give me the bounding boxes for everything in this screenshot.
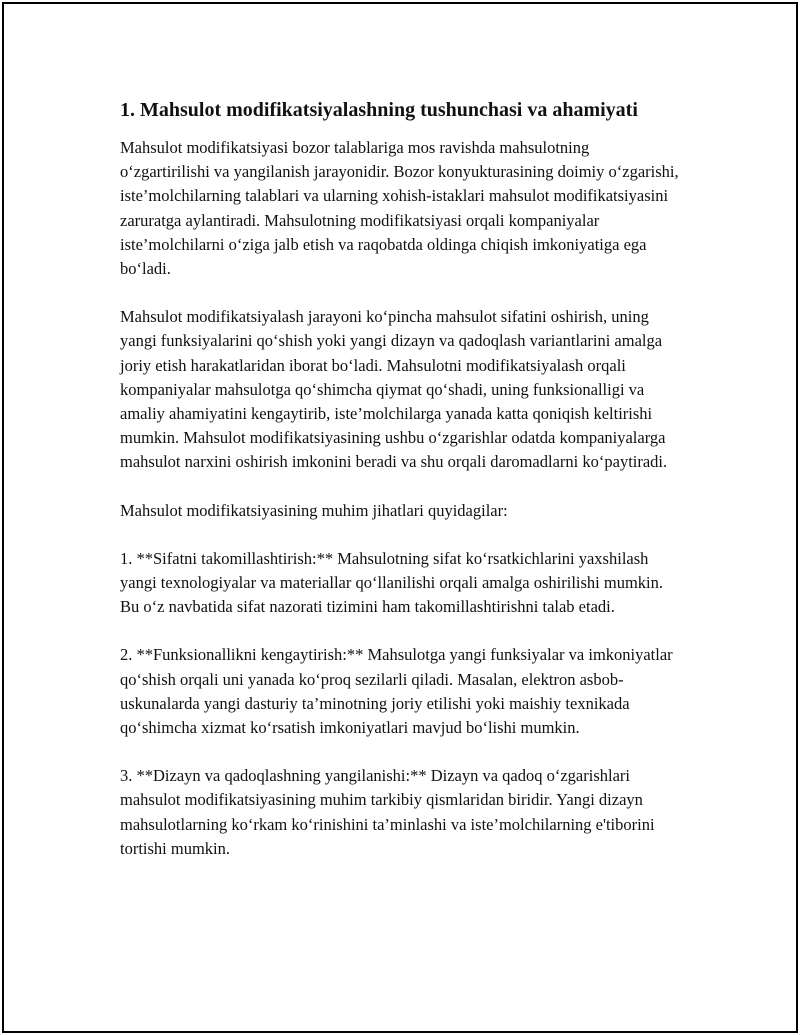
paragraph-aspects-lead: Mahsulot modifikatsiyasining muhim jihatlari quyidagilar: [120,500,508,520]
list-item-design: 3. **Dizayn va qadoqlashning yangilanishi:** Dizayn va qadoq o‘zgarishlari mahsulot modifikatsiyasining muhim tarkibiy qismlaridan biridir. Yangi dizayn mahsulotlarning ko‘rkam ko‘rinishini ta’minlashi va iste’molchilarning e'tiborini tortishi mumkin. [120,766,655,858]
document-page [2,2,798,1033]
paragraph-intro: Mahsulot modifikatsiyasi bozor talablariga mos ravishda mahsulotning o‘zgartirilishi va yangilanish jarayonidir. Bozor konyukturasining doimiy o‘zgarishi, iste’molchilarning talablari va ularning xohish-istaklari mahsulot modifikatsiyasini zaruratga aylantiradi. Mahsulotning modifikatsiyasi orqali kompaniyalar iste’molchilarni o‘ziga jalb etish va raqobatda oldinga chiqish imkoniyatiga ega bo‘ladi. [120,138,679,279]
list-item-quality: 1. **Sifatni takomillashtirish:** Mahsulotning sifat ko‘rsatkichlarini yaxshilash yangi texnologiyalar va materiallar qo‘llanilishi orqali amalga oshirilishi mumkin. Bu o‘z navbatida sifat nazorati tizimini ham takomillashtirishni talab etadi. [120,548,663,617]
document-body [120,96,680,885]
paragraph-process: Mahsulot modifikatsiyalash jarayoni ko‘pincha mahsulot sifatini oshirish, uning yangi funksiyalarini qo‘shish yoki yangi dizayn va qadoqlash variantlarini amalga joriy etish harakatlaridan iborat bo‘ladi. Mahsulotni modifikatsiyalash orqali kompaniyalar mahsulotga qo‘shimcha qiymat qo‘shadi, uning funksionalligi va amaliy ahamiyatini kengaytirib, iste’molchilarga yanada katta qoniqish keltirishi mumkin. Mahsulot modifikatsiyasining ushbu o‘zgarishlar odatda kompaniyalarga mahsulot narxini oshirish imkonini beradi va shu orqali daromadlarni ko‘paytiradi. [120,307,668,472]
list-item-functionality: 2. **Funksionallikni kengaytirish:** Mahsulotga yangi funksiyalar va imkoniyatlar qo‘shish orqali uni yanada ko‘proq sezilarli qiladi. Masalan, elektron asbob-uskunalarda yangi dasturiy ta’minotning joriy etilishi yoki maishiy texnikada qo‘shimcha xizmat ko‘rsatish imkoniyatlari mavjud bo‘lishi mumkin. [120,645,673,738]
section-heading: 1. Mahsulot modifikatsiyalashning tushunchasi va ahamiyati [120,99,638,121]
